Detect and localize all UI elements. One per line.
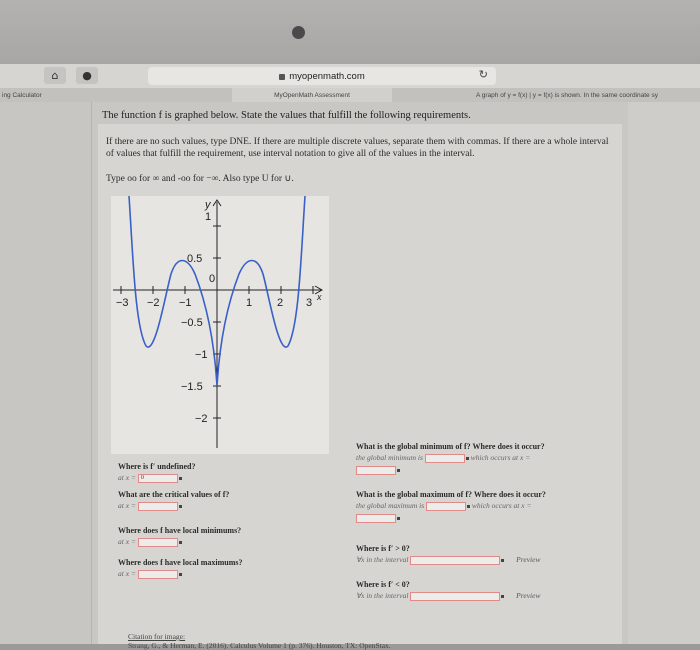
answer-prefix: the global minimum is — [356, 453, 423, 462]
citation-text: Strang, G., & Herman, E. (2016). Calculus Volume 1 (p. 376). Houston, TX: OpenStax. — [128, 641, 391, 650]
question-global-minimum — [356, 442, 616, 475]
x-tick-label: −1 — [179, 297, 192, 309]
question-local-maximums — [118, 558, 243, 579]
citation-link[interactable]: Citation for image: — [128, 632, 186, 641]
answer-prefix: which occurs at x = — [470, 453, 531, 462]
address-bar[interactable] — [148, 67, 496, 85]
tab-graph-question[interactable] — [468, 88, 700, 102]
format-marker-icon[interactable] — [501, 559, 504, 562]
format-marker-icon[interactable] — [179, 505, 182, 508]
tab-label: ing Calculator — [2, 91, 42, 99]
left-pane — [0, 102, 92, 644]
y-tick-label: 1 — [205, 211, 212, 223]
y-tick-label: 0.5 — [187, 253, 203, 265]
answer-prefix: which occurs at x = — [471, 501, 532, 510]
format-marker-icon[interactable] — [466, 457, 469, 460]
instructions-notation: Type oo for ∞ and -oo for −∞. Also type U for ∪. — [106, 174, 294, 184]
y-tick-label: −2 — [195, 413, 208, 425]
answer-prefix: at x = — [118, 501, 136, 510]
preview-button[interactable]: Preview — [516, 555, 541, 564]
x-axis-label: x — [317, 292, 322, 302]
answer-prefix: at x = — [118, 537, 136, 546]
question-label: Where is f′ > 0? — [356, 544, 410, 553]
function-graph — [111, 196, 329, 454]
tab-label: A graph of y = f(x) | y = f(x) is shown. In the same coordinate sy — [476, 91, 658, 99]
question-card — [98, 124, 622, 650]
x-tick-label: −2 — [147, 297, 160, 309]
tab-calculator[interactable] — [0, 88, 90, 102]
tab-strip — [0, 88, 700, 102]
reload-icon[interactable]: ↻ — [478, 68, 488, 81]
format-marker-icon[interactable] — [397, 469, 400, 472]
lock-icon — [279, 74, 285, 80]
browser-toolbar — [0, 64, 700, 88]
camera-dot — [292, 26, 305, 39]
home-icon[interactable]: ⌂ — [44, 67, 66, 84]
format-marker-icon[interactable] — [467, 505, 470, 508]
format-marker-icon[interactable] — [397, 517, 400, 520]
answer-prefix: at x = — [118, 569, 136, 578]
question-fprime-positive — [356, 544, 616, 565]
question-label: Where is f′ < 0? — [356, 580, 410, 589]
tab-assessment[interactable] — [232, 88, 392, 102]
question-local-minimums — [118, 526, 241, 547]
url-text: myopenmath.com — [289, 70, 365, 82]
format-marker-icon[interactable] — [501, 595, 504, 598]
graph-svg — [111, 196, 329, 454]
answer-prefix: ∀x in the interval — [356, 591, 409, 600]
image-citation — [128, 632, 391, 650]
tab-label: MyOpenMath Assessment — [274, 91, 350, 99]
x-tick-label: 1 — [246, 297, 253, 309]
question-global-maximum — [356, 490, 616, 523]
preview-button[interactable]: Preview — [516, 591, 541, 600]
format-marker-icon[interactable] — [179, 541, 182, 544]
extension-icon[interactable]: ● — [76, 67, 98, 84]
x-tick-label: −3 — [116, 297, 129, 309]
answer-prefix: ∀x in the interval — [356, 555, 409, 564]
main-content — [92, 102, 628, 650]
x-tick-label: 3 — [306, 297, 313, 309]
answer-input[interactable] — [138, 502, 178, 511]
answer-input[interactable] — [138, 570, 178, 579]
question-label: What are the critical values of f? — [118, 490, 230, 499]
y-tick-label: −1 — [195, 349, 208, 361]
format-marker-icon[interactable] — [179, 477, 182, 480]
y-axis-label: y — [205, 199, 211, 211]
question-label: Where does f have local minimums? — [118, 526, 242, 535]
question-label: Where does f have local maximums? — [118, 558, 243, 567]
answer-prefix: the global maximum is — [356, 501, 425, 510]
instructions: If there are no such values, type DNE. If there are multiple discrete values, separate them with commas. If there are a whole interval of values that fulfill the requirement, use interval notation to give all of the values in the interval. — [106, 137, 609, 159]
question-fprime-negative — [356, 580, 616, 601]
question-label: What is the global minimum of f? Where does it occur? — [356, 442, 545, 451]
global-min-value-input[interactable] — [425, 454, 465, 463]
global-max-value-input[interactable] — [426, 502, 466, 511]
question-label: Where is f′ undefined? — [118, 462, 196, 471]
x-tick-label: 2 — [277, 297, 284, 309]
question-title: The function f is graphed below. State the values that fulfill the following requirements. — [102, 110, 471, 121]
fprime-positive-input[interactable] — [410, 556, 500, 565]
format-marker-icon[interactable] — [179, 573, 182, 576]
right-pane — [628, 102, 700, 644]
answer-input[interactable] — [138, 538, 178, 547]
question-critical-values — [118, 490, 229, 511]
question-label: What is the global maximum of f? Where does it occur? — [356, 490, 546, 499]
fprime-negative-input[interactable] — [410, 592, 500, 601]
device-bezel — [0, 0, 700, 64]
question-fprime-undefined — [118, 462, 195, 483]
global-min-location-input[interactable] — [356, 466, 396, 475]
y-tick-label: −1.5 — [181, 381, 203, 393]
global-max-location-input[interactable] — [356, 514, 396, 523]
x-tick-label: 0 — [209, 273, 216, 285]
answer-prefix: at x = — [118, 473, 136, 482]
y-tick-label: −0.5 — [181, 317, 203, 329]
answer-input[interactable]: 0 — [138, 474, 178, 483]
